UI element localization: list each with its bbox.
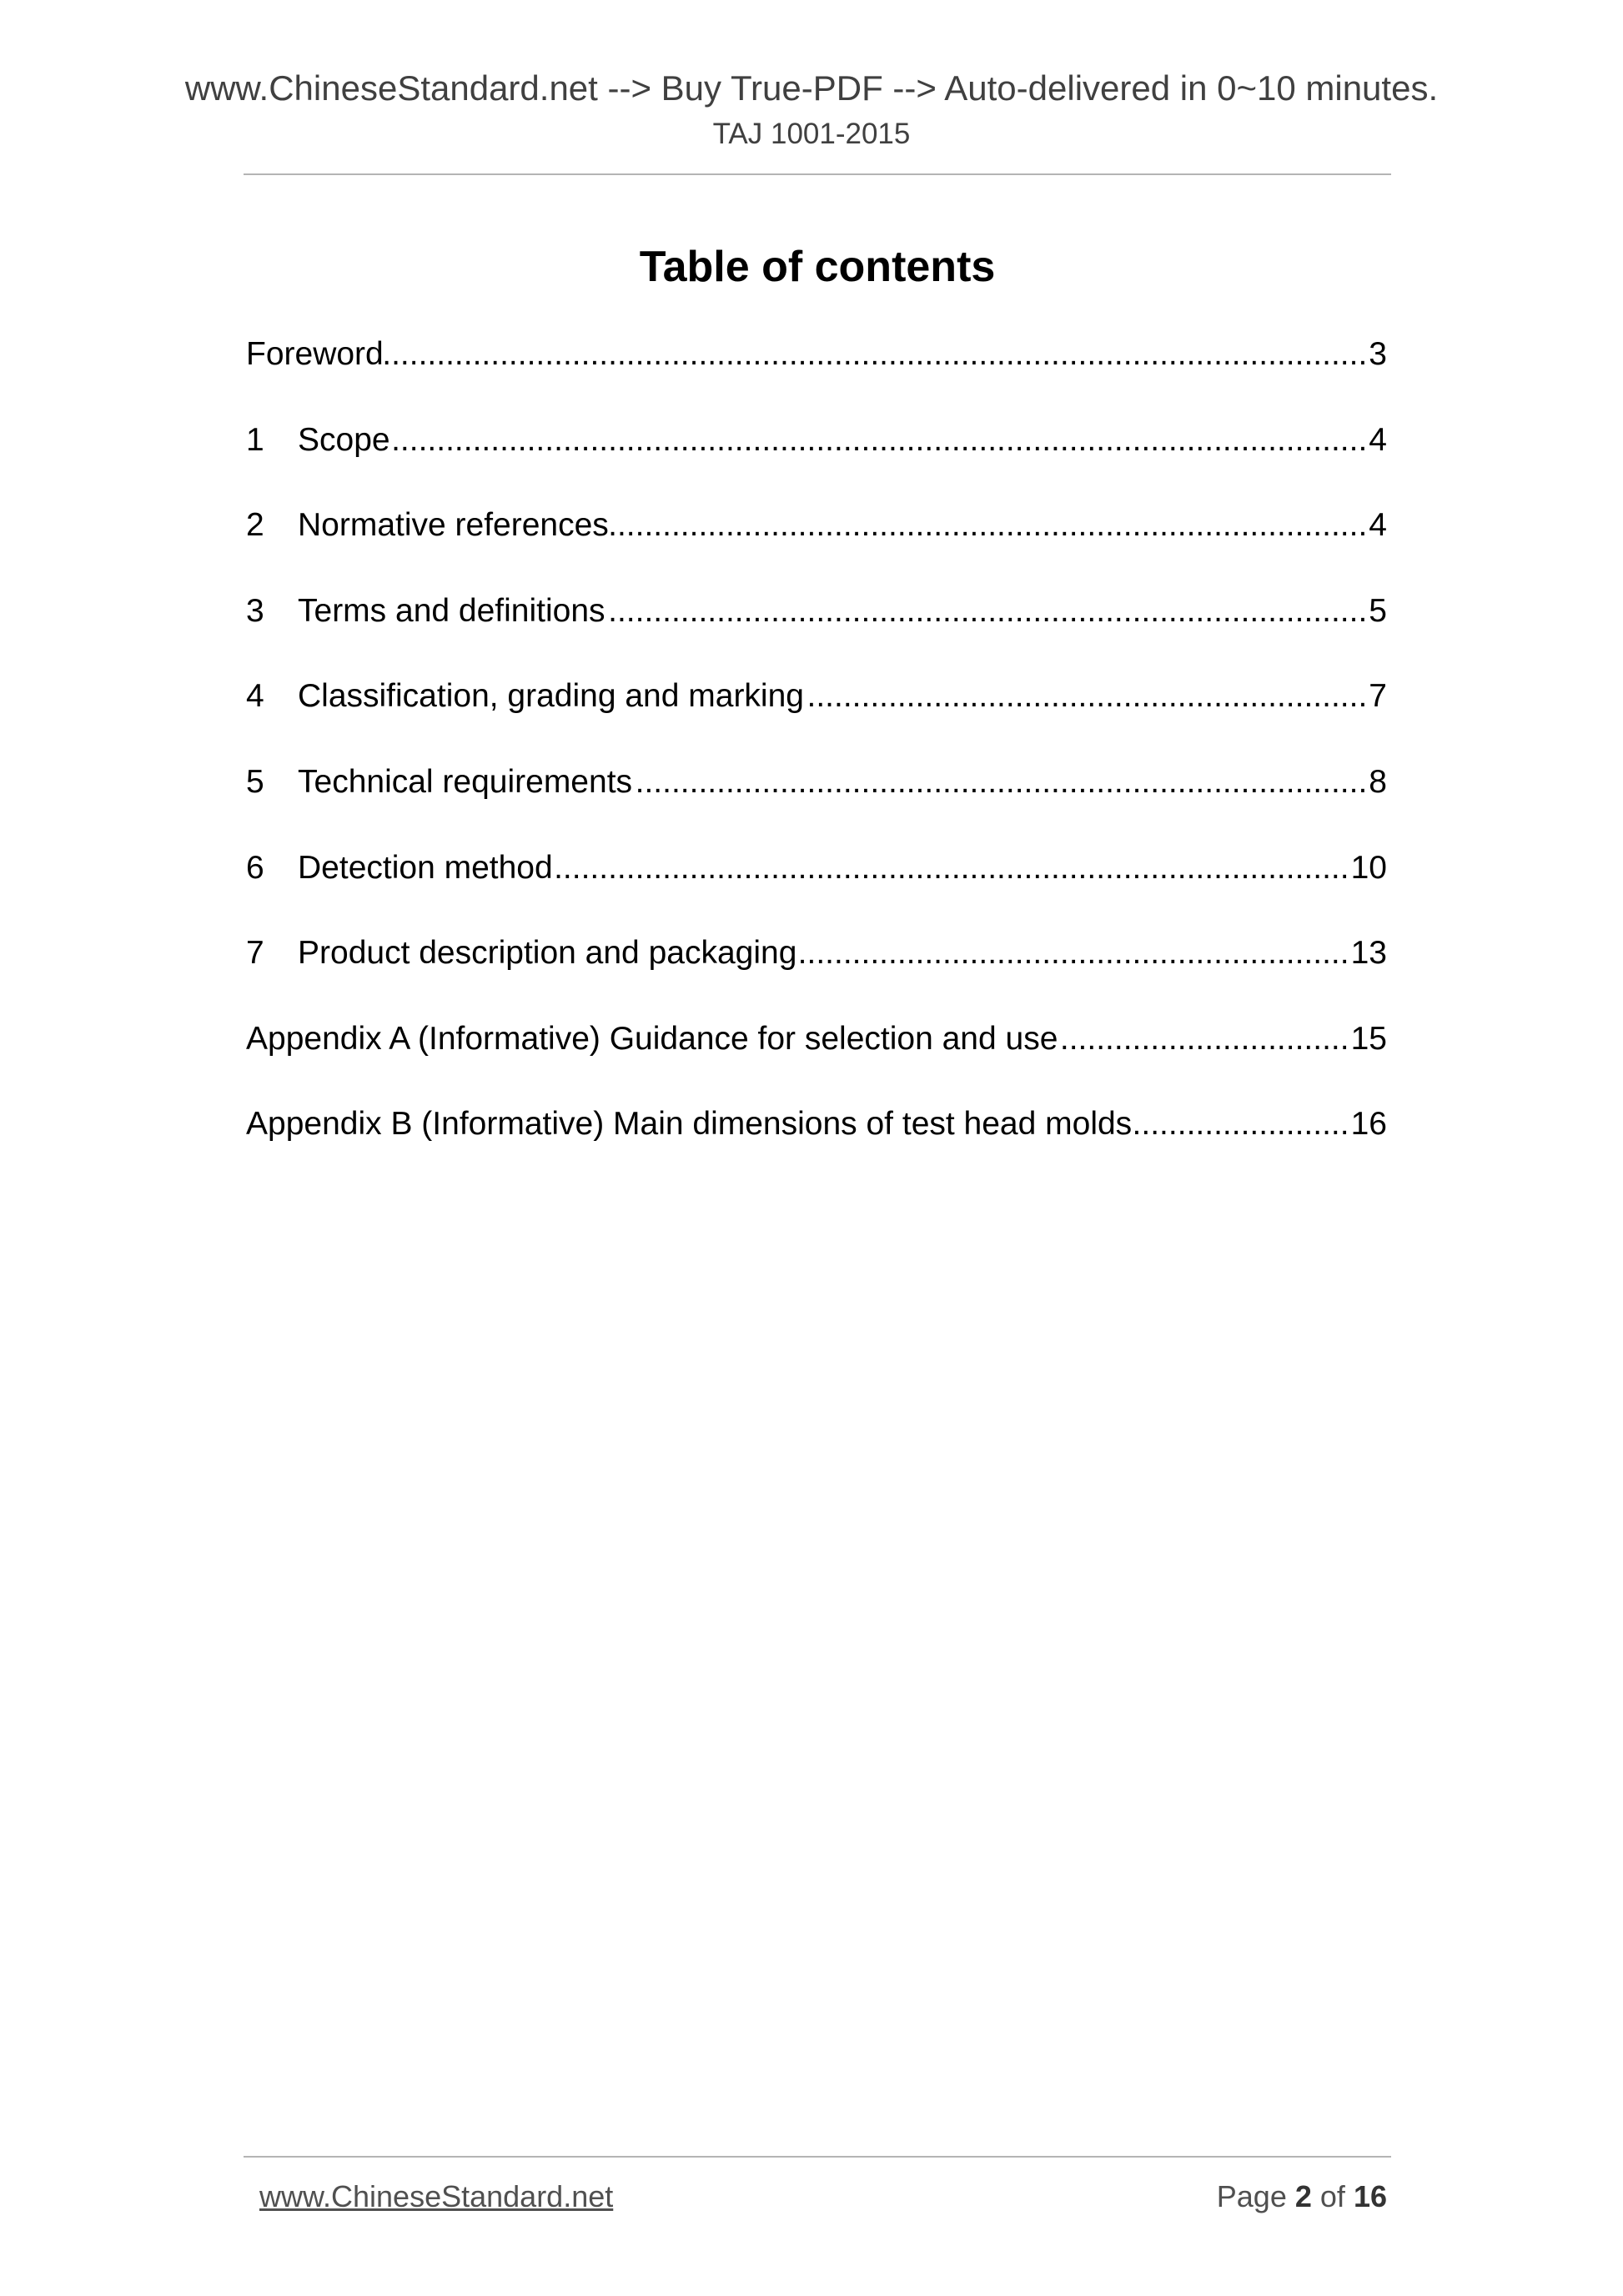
dot-leader xyxy=(1132,1082,1350,1168)
toc-entry-normative-references[interactable] xyxy=(246,483,1387,569)
toc-entry-foreword[interactable] xyxy=(246,312,1387,398)
toc-entry-appendix-a[interactable] xyxy=(246,997,1387,1083)
page-of-word: of xyxy=(1319,2179,1345,2213)
dot-leader xyxy=(384,312,1369,398)
dot-leader xyxy=(804,654,1369,740)
header-divider xyxy=(244,173,1391,175)
toc-entry-label: Terms and definitions xyxy=(298,592,605,629)
dot-leader xyxy=(609,483,1369,569)
toc-entry-number: 2 xyxy=(246,507,264,544)
toc-entry-page: 15 xyxy=(1350,1020,1387,1057)
toc-entry-page: 4 xyxy=(1369,421,1387,458)
toc-entry-appendix-b[interactable] xyxy=(246,1082,1387,1168)
toc-entry-label: Normative references xyxy=(298,507,609,544)
dot-leader xyxy=(796,911,1350,997)
toc-entry-classification[interactable] xyxy=(246,654,1387,740)
toc-entry-number: 3 xyxy=(246,592,264,629)
toc-entry-label: Appendix B (Informative) Main dimensions of test head molds xyxy=(246,1106,1133,1143)
toc-entry-page: 7 xyxy=(1369,678,1387,715)
toc-entry-product-description[interactable] xyxy=(246,911,1387,997)
toc-entry-scope[interactable] xyxy=(246,398,1387,484)
toc-entry-number: 1 xyxy=(246,421,264,458)
footer-site-link[interactable]: www.ChineseStandard.net xyxy=(259,2179,614,2213)
toc-entry-label: Foreword xyxy=(246,336,384,372)
toc-entry-label: Product description and packaging xyxy=(298,935,797,972)
current-page-number: 2 xyxy=(1294,2179,1312,2213)
toc-entry-page: 8 xyxy=(1369,763,1387,800)
page-number-indicator xyxy=(1217,2178,1387,2215)
toc-entry-number: 5 xyxy=(246,763,264,800)
dot-leader xyxy=(1058,997,1350,1083)
page-title: Table of contents xyxy=(639,243,996,291)
toc-entry-label: Appendix A (Informative) Guidance for selection and use xyxy=(246,1020,1058,1057)
document-code: TAJ 1001-2015 xyxy=(712,118,911,150)
toc-entry-page: 10 xyxy=(1350,849,1387,886)
table-of-contents xyxy=(246,312,1387,1168)
toc-entry-label: Classification, grading and marking xyxy=(298,678,804,715)
total-page-count: 16 xyxy=(1353,2179,1387,2213)
toc-entry-label: Technical requirements xyxy=(298,763,633,800)
toc-entry-page: 13 xyxy=(1350,935,1387,972)
toc-entry-label: Scope xyxy=(298,421,390,458)
toc-entry-terms-and-definitions[interactable] xyxy=(246,569,1387,655)
dot-leader xyxy=(605,569,1369,655)
toc-entry-page: 16 xyxy=(1350,1106,1387,1143)
toc-entry-page: 3 xyxy=(1369,336,1387,372)
toc-entry-page: 5 xyxy=(1369,592,1387,629)
footer-divider xyxy=(244,2156,1391,2158)
dot-leader xyxy=(390,398,1369,484)
dot-leader xyxy=(632,740,1369,826)
toc-entry-number: 4 xyxy=(246,678,264,715)
toc-entry-number: 7 xyxy=(246,935,264,972)
toc-entry-page: 4 xyxy=(1369,507,1387,544)
toc-entry-label: Detection method xyxy=(298,849,553,886)
toc-entry-detection-method[interactable] xyxy=(246,826,1387,912)
toc-entry-technical-requirements[interactable] xyxy=(246,740,1387,826)
dot-leader xyxy=(553,826,1351,912)
toc-entry-number: 6 xyxy=(246,849,264,886)
header-banner: www.ChineseStandard.net --> Buy True-PDF --> Auto-delivered in 0~10 minutes. xyxy=(184,68,1439,108)
page-word: Page xyxy=(1216,2179,1287,2213)
